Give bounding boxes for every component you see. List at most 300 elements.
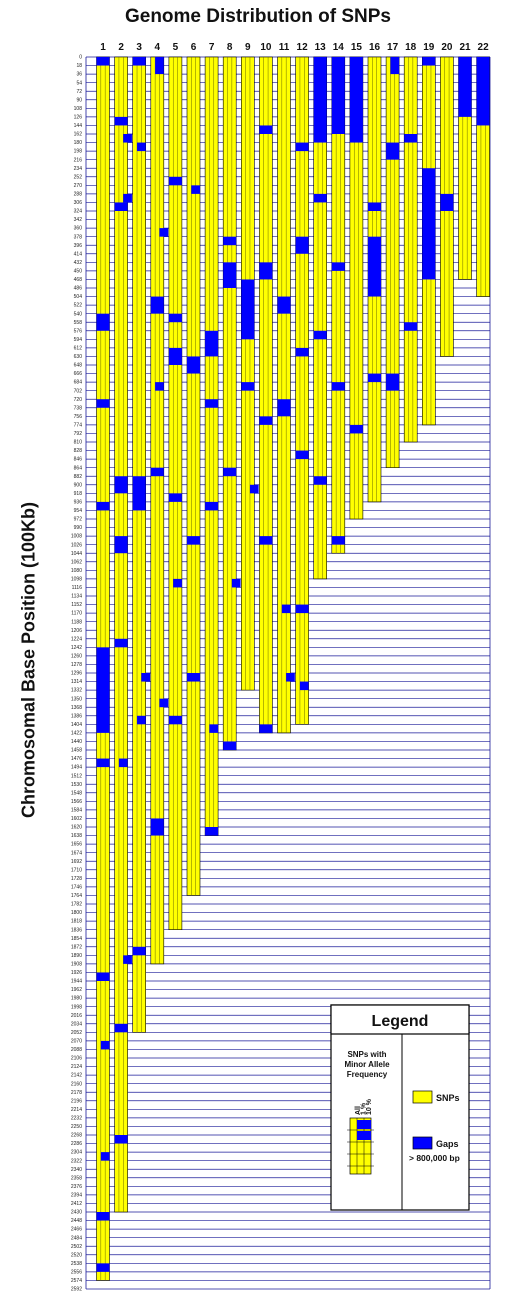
- y-tick-label: 954: [73, 508, 82, 515]
- gap-block: [151, 818, 164, 835]
- chromosome-label: 11: [278, 42, 290, 53]
- y-tick-label: 2502: [70, 1243, 82, 1250]
- y-tick-label: 1224: [70, 636, 82, 643]
- legend-item-label: Gaps: [436, 1139, 459, 1149]
- gap-block: [97, 502, 110, 511]
- chromosome-label: 13: [314, 42, 326, 53]
- gap-block: [300, 682, 309, 691]
- gap-block: [223, 468, 236, 477]
- y-tick-label: 1710: [70, 867, 82, 874]
- gap-block: [259, 724, 272, 733]
- gap-block: [368, 202, 381, 211]
- gap-block: [205, 331, 218, 357]
- legend-item-label: SNPs: [436, 1093, 460, 1103]
- gap-block: [314, 194, 327, 203]
- y-tick-label: 1152: [71, 602, 82, 609]
- y-tick-label: 1980: [70, 995, 82, 1002]
- y-tick-label: 2088: [70, 1047, 82, 1054]
- gap-block: [386, 374, 399, 391]
- gap-block: [187, 356, 200, 373]
- y-tick-label: 378: [73, 234, 82, 241]
- y-tick-label: 1656: [70, 841, 82, 848]
- gap-block: [386, 143, 399, 160]
- y-tick-label: 846: [73, 456, 82, 463]
- chromosome-label: 22: [477, 42, 489, 53]
- chromosome-7: [205, 57, 218, 836]
- y-tick-label: 2430: [70, 1209, 82, 1216]
- y-tick-label: 18: [76, 63, 82, 70]
- chromosome-label: 20: [441, 42, 453, 53]
- y-tick-label: 900: [73, 482, 82, 489]
- chromosome-label: 5: [172, 42, 179, 53]
- y-tick-label: 1278: [70, 662, 82, 669]
- gap-block: [151, 297, 164, 314]
- y-tick-label: 1530: [70, 781, 82, 788]
- legend-swatch-snps: [413, 1091, 432, 1103]
- gap-block: [97, 314, 110, 331]
- y-tick-label: 1098: [70, 576, 82, 583]
- y-tick-label: 2178: [70, 1089, 82, 1096]
- gap-block: [97, 399, 110, 408]
- chromosome-bar: [296, 57, 309, 724]
- y-tick-label: 1890: [70, 952, 82, 959]
- gap-block: [332, 262, 345, 271]
- y-tick-label: 1494: [70, 764, 82, 771]
- y-tick-label: 2232: [70, 1115, 82, 1122]
- y-tick-label: 1818: [70, 918, 82, 925]
- gap-block: [97, 57, 110, 66]
- y-tick-label: 1872: [70, 944, 82, 951]
- chromosome-bar: [241, 57, 254, 690]
- chromosome-16: [368, 57, 381, 502]
- chromosome-17: [386, 57, 399, 468]
- gap-block: [259, 536, 272, 545]
- y-tick-label: 1332: [70, 687, 82, 694]
- y-tick-label: 1764: [70, 893, 82, 900]
- y-tick-label: 306: [73, 200, 82, 207]
- chromosome-19: [422, 57, 435, 425]
- gap-block: [390, 57, 399, 74]
- chromosome-12: [296, 57, 309, 724]
- chromosome-bar: [223, 57, 236, 750]
- y-tick-label: 2286: [70, 1141, 82, 1148]
- y-tick-label: 414: [73, 251, 82, 258]
- chromosome-label: 4: [154, 42, 161, 53]
- chromosome-label: 10: [260, 42, 272, 53]
- gap-block: [282, 605, 291, 614]
- y-tick-label: 1206: [70, 627, 82, 634]
- gap-block: [314, 476, 327, 485]
- y-tick-label: 1908: [70, 961, 82, 968]
- gap-block: [97, 1212, 110, 1221]
- gap-block: [123, 955, 132, 964]
- chromosome-label: 14: [332, 42, 344, 53]
- gap-block: [232, 579, 241, 588]
- y-tick-label: 828: [73, 448, 82, 455]
- y-tick-label: 1368: [70, 704, 82, 711]
- gap-block: [169, 177, 182, 186]
- y-tick-label: 2412: [70, 1201, 82, 1208]
- gap-block: [97, 759, 110, 768]
- y-tick-label: 684: [73, 379, 82, 386]
- gap-block: [205, 502, 218, 511]
- y-tick-label: 558: [73, 319, 82, 326]
- chromosome-bar: [187, 57, 200, 895]
- y-tick-label: 234: [73, 165, 82, 172]
- gap-block: [314, 57, 327, 143]
- y-tick-label: 180: [73, 140, 82, 147]
- y-tick-label: 2466: [70, 1226, 82, 1233]
- gap-block: [115, 536, 128, 553]
- gap-block: [137, 143, 146, 152]
- y-tick-label: 1188: [71, 619, 82, 626]
- y-tick-label: 270: [73, 182, 82, 189]
- chromosome-label: 21: [459, 42, 471, 53]
- gap-block: [278, 399, 291, 416]
- y-tick-label: 1476: [70, 756, 82, 763]
- y-tick-label: 2124: [70, 1064, 82, 1071]
- y-tick-label: 738: [73, 405, 82, 412]
- legend: [331, 1005, 469, 1210]
- y-tick-label: 2070: [70, 1038, 82, 1045]
- y-tick-label: 1854: [70, 935, 82, 942]
- legend-box: [331, 1005, 469, 1210]
- gap-block: [133, 57, 146, 66]
- gap-block: [368, 237, 381, 297]
- gap-block: [115, 1024, 128, 1033]
- y-tick-label: 2034: [70, 1021, 82, 1028]
- chromosome-10: [259, 57, 272, 733]
- gap-block: [115, 202, 128, 211]
- gap-block: [159, 228, 168, 237]
- chromosome-bar: [133, 57, 146, 1032]
- gap-block: [123, 194, 132, 203]
- gap-block: [314, 331, 327, 340]
- y-tick-label: 1584: [70, 807, 82, 814]
- gap-block: [259, 125, 272, 134]
- y-tick-label: 2556: [70, 1269, 82, 1276]
- gap-block: [296, 237, 309, 254]
- gap-block: [332, 57, 345, 134]
- y-tick-label: 522: [73, 302, 82, 309]
- y-tick-label: 2538: [70, 1260, 82, 1267]
- y-tick-label: 1458: [70, 747, 82, 754]
- x-tick-labels: [100, 42, 489, 53]
- chromosome-21: [459, 57, 472, 279]
- y-tick-label: 2322: [70, 1158, 82, 1165]
- gap-block: [101, 1041, 110, 1050]
- y-tick-label: 666: [73, 371, 82, 378]
- gap-block: [133, 947, 146, 956]
- y-tick-label: 2250: [70, 1124, 82, 1131]
- y-tick-label: 774: [73, 422, 82, 429]
- gap-block: [278, 297, 291, 314]
- y-tick-label: 612: [73, 345, 82, 352]
- y-tick-label: 1404: [70, 721, 82, 728]
- y-tick-labels: [71, 55, 82, 1293]
- y-tick-label: 450: [73, 268, 82, 275]
- y-tick-label: 1566: [70, 798, 82, 805]
- y-tick-label: 1314: [70, 679, 82, 686]
- y-tick-label: 468: [73, 277, 82, 284]
- y-tick-label: 2106: [70, 1055, 82, 1062]
- y-tick-label: 990: [73, 525, 82, 532]
- y-tick-label: 2520: [70, 1252, 82, 1259]
- gap-block: [97, 647, 110, 733]
- y-tick-label: 2142: [70, 1072, 82, 1079]
- gap-block: [97, 1263, 110, 1272]
- y-tick-label: 1080: [70, 567, 82, 574]
- legend-sample-gap: [357, 1131, 371, 1140]
- y-tick-label: 702: [73, 388, 82, 395]
- y-tick-label: 126: [73, 114, 82, 121]
- chromosome-label: 19: [423, 42, 435, 53]
- y-tick-label: 2214: [70, 1106, 82, 1113]
- legend-subtitle-line: SNPs with: [347, 1050, 387, 1059]
- chromosome-label: 6: [190, 42, 197, 53]
- gap-block: [241, 279, 254, 339]
- y-tick-label: 342: [73, 217, 82, 224]
- y-tick-label: 540: [73, 311, 82, 318]
- y-tick-label: 1674: [70, 850, 82, 857]
- y-tick-label: 792: [73, 431, 82, 438]
- chromosome-bar: [205, 57, 218, 836]
- legend-swatch-gaps: [413, 1137, 432, 1149]
- y-tick-label: 2340: [70, 1166, 82, 1173]
- y-tick-label: 1962: [70, 987, 82, 994]
- y-tick-label: 1242: [70, 644, 82, 651]
- y-tick-label: 144: [73, 123, 82, 130]
- chromosome-8: [223, 57, 240, 750]
- chromosome-bar: [259, 57, 272, 733]
- y-tick-label: 1116: [71, 585, 82, 592]
- gap-block: [133, 476, 146, 510]
- y-tick-label: 2304: [70, 1149, 82, 1156]
- chromosome-6: [187, 57, 200, 895]
- y-tick-label: 1548: [70, 790, 82, 797]
- gap-block: [169, 314, 182, 323]
- gap-block: [119, 759, 128, 768]
- y-tick-label: 1170: [71, 610, 82, 617]
- chromosome-bar: [386, 57, 399, 468]
- y-tick-label: 2574: [70, 1278, 82, 1285]
- chromosome-label: 15: [350, 42, 362, 53]
- gap-block: [296, 605, 309, 614]
- y-tick-label: 288: [73, 191, 82, 198]
- gap-block: [332, 536, 345, 545]
- legend-subtitle-line: Frequency: [346, 1070, 388, 1079]
- y-axis-title: Chromosomal Base Position (100Kb): [18, 501, 39, 819]
- y-tick-label: 1026: [70, 542, 82, 549]
- y-tick-label: 1836: [70, 927, 82, 934]
- chromosome-label: 16: [368, 42, 381, 53]
- gap-block: [169, 716, 182, 725]
- y-tick-label: 252: [73, 174, 82, 181]
- y-tick-label: 1512: [70, 773, 82, 780]
- legend-item-note: > 800,000 bp: [409, 1153, 460, 1163]
- y-tick-label: 1134: [71, 593, 82, 600]
- y-tick-label: 630: [73, 354, 82, 361]
- chromosome-1: [97, 57, 110, 1280]
- y-tick-label: 1638: [70, 833, 82, 840]
- y-tick-label: 1008: [70, 533, 82, 540]
- chromosome-2: [115, 57, 132, 1212]
- y-tick-label: 1602: [70, 816, 82, 823]
- gap-block: [422, 168, 435, 279]
- gap-block: [209, 724, 218, 733]
- y-tick-label: 2448: [70, 1218, 82, 1225]
- y-tick-label: 2052: [70, 1029, 82, 1036]
- gap-block: [115, 476, 128, 493]
- y-tick-label: 1422: [70, 730, 82, 737]
- gap-block: [123, 134, 132, 143]
- gap-block: [101, 1152, 110, 1161]
- y-tick-label: 2016: [70, 1012, 82, 1019]
- y-tick-label: 1296: [70, 670, 82, 677]
- y-tick-label: 1044: [70, 550, 82, 557]
- y-tick-label: 1944: [70, 978, 82, 985]
- gap-block: [191, 185, 200, 194]
- chromosome-label: 2: [118, 42, 124, 53]
- chromosome-11: [278, 57, 295, 733]
- chromosome-label: 12: [296, 42, 308, 53]
- y-tick-label: 1692: [70, 858, 82, 865]
- y-tick-label: 972: [73, 516, 82, 523]
- y-tick-label: 396: [73, 242, 82, 249]
- chromosome-20: [440, 57, 453, 356]
- chromosome-label: 9: [245, 42, 251, 53]
- y-tick-label: 810: [73, 439, 82, 446]
- y-tick-label: 1728: [70, 875, 82, 882]
- gap-block: [205, 827, 218, 836]
- gap-block: [241, 382, 254, 391]
- legend-column-label: 1 %: [360, 1102, 368, 1115]
- gap-block: [250, 485, 259, 494]
- y-tick-label: 54: [76, 80, 82, 87]
- y-tick-label: 576: [73, 328, 82, 335]
- gap-block: [187, 673, 200, 682]
- y-tick-label: 198: [73, 148, 82, 155]
- y-tick-label: 1746: [70, 884, 82, 891]
- y-tick-label: 2376: [70, 1183, 82, 1190]
- gap-block: [187, 536, 200, 545]
- gap-block: [159, 699, 168, 708]
- chromosome-bar: [404, 57, 417, 442]
- y-tick-label: 1998: [70, 1004, 82, 1011]
- gap-block: [151, 468, 164, 477]
- y-tick-label: 72: [76, 88, 82, 95]
- legend-column-label: All: [355, 1106, 362, 1115]
- y-tick-label: 756: [73, 413, 82, 420]
- y-tick-label: 1620: [70, 824, 82, 831]
- gap-block: [115, 639, 128, 648]
- y-tick-label: 720: [73, 396, 82, 403]
- legend-sample-gap: [357, 1120, 371, 1129]
- gap-block: [459, 57, 472, 117]
- y-tick-label: 648: [73, 362, 82, 369]
- gap-block: [368, 374, 381, 383]
- y-tick-label: 90: [76, 97, 82, 104]
- y-tick-label: 1260: [70, 653, 82, 660]
- y-tick-label: 594: [73, 336, 82, 343]
- chromosome-label: 1: [100, 42, 106, 53]
- legend-title: Legend: [371, 1013, 429, 1030]
- gap-block: [440, 194, 453, 211]
- y-tick-label: 1800: [70, 910, 82, 917]
- y-tick-label: 1926: [70, 970, 82, 977]
- chromosome-5: [169, 57, 182, 930]
- y-tick-label: 864: [73, 465, 82, 472]
- y-tick-label: 1350: [70, 696, 82, 703]
- gap-block: [350, 425, 363, 434]
- y-tick-label: 918: [73, 490, 82, 497]
- gap-block: [223, 741, 236, 750]
- gap-block: [223, 262, 236, 288]
- y-tick-label: 360: [73, 225, 82, 232]
- chromosome-label: 17: [387, 42, 399, 53]
- y-tick-label: 1782: [70, 901, 82, 908]
- gap-block: [404, 134, 417, 143]
- gap-block: [155, 57, 164, 74]
- chromosome-label: 7: [208, 42, 215, 53]
- chart-title: Genome Distribution of SNPs: [124, 6, 392, 27]
- gap-block: [259, 416, 272, 425]
- gap-block: [259, 262, 272, 279]
- chromosome-label: 8: [226, 42, 233, 53]
- y-tick-label: 0: [79, 54, 82, 61]
- gap-block: [296, 143, 309, 152]
- gap-block: [97, 972, 110, 981]
- legend-column-label: 10 %: [366, 1099, 373, 1115]
- y-tick-label: 1386: [70, 713, 82, 720]
- y-tick-label: 108: [73, 105, 82, 112]
- chromosome-22: [477, 57, 490, 297]
- chromosome-bar: [115, 57, 128, 1212]
- gap-block: [141, 673, 150, 682]
- gap-block: [115, 117, 128, 126]
- gap-block: [169, 493, 182, 502]
- gap-block: [422, 57, 435, 66]
- y-tick-label: 2484: [70, 1235, 82, 1242]
- y-tick-label: 216: [73, 157, 82, 164]
- y-tick-label: 36: [76, 71, 82, 78]
- gap-block: [404, 322, 417, 331]
- y-tick-label: 2268: [70, 1132, 82, 1139]
- legend-subtitle-line: Minor Allele: [344, 1060, 390, 1069]
- chromosome-14: [332, 57, 345, 553]
- chromosome-bar: [278, 57, 291, 733]
- y-tick-label: 1062: [70, 559, 82, 566]
- chromosome-18: [404, 57, 417, 442]
- y-tick-label: 882: [73, 473, 82, 480]
- gap-block: [296, 348, 309, 357]
- y-tick-label: 1440: [70, 739, 82, 746]
- y-tick-label: 504: [73, 294, 82, 301]
- gap-block: [173, 579, 182, 588]
- gap-block: [115, 1135, 128, 1144]
- chromosome-13: [314, 57, 327, 579]
- y-tick-label: 2394: [70, 1192, 82, 1199]
- gap-block: [205, 399, 218, 408]
- gap-block: [296, 451, 309, 460]
- y-tick-label: 936: [73, 499, 82, 506]
- chromosome-label: 18: [405, 42, 417, 53]
- y-tick-label: 2196: [70, 1098, 82, 1105]
- gap-block: [477, 57, 490, 125]
- chromosome-15: [350, 57, 363, 519]
- gap-block: [223, 237, 236, 246]
- y-tick-label: 486: [73, 285, 82, 292]
